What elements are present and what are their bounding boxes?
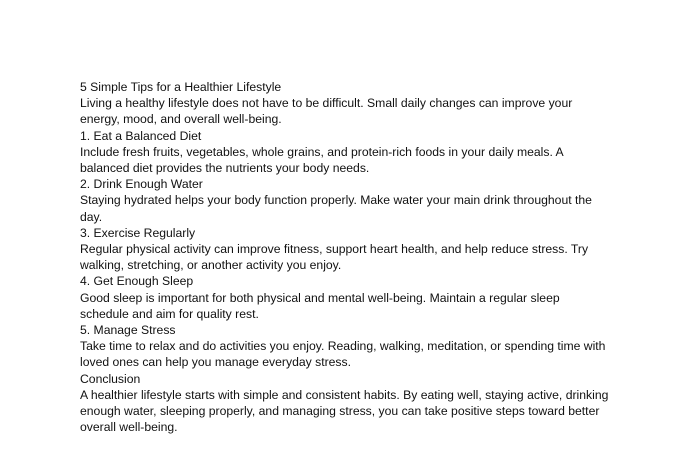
tip-heading-5: 5. Manage Stress: [80, 323, 176, 338]
conclusion-heading: Conclusion: [80, 371, 141, 386]
document-body: [80, 79, 610, 435]
tip-body-1: Include fresh fruits, vegetables, whole grains, and protein-rich foods in your daily meals. A balanced diet provides the nutrients your body needs.: [80, 144, 564, 176]
document-title: 5 Simple Tips for a Healthier Lifestyle: [80, 80, 282, 94]
intro-paragraph: Living a healthy lifestyle does not have to be difficult. Small daily changes can improve your energy, mood, and overall well-being.: [80, 96, 573, 127]
tip-heading-4: 4. Get Enough Sleep: [80, 274, 194, 289]
tip-heading-1: 1. Eat a Balanced Diet: [80, 128, 202, 143]
tip-body-4: Good sleep is important for both physical and mental well-being. Maintain a regular sleep schedule and aim for quality rest.: [80, 290, 560, 321]
tip-heading-2: 2. Drink Enough Water: [80, 177, 203, 192]
tip-body-5: Take time to relax and do activities you enjoy. Reading, walking, meditation, or spending time with loved ones can help you manage everyday stress.: [80, 339, 606, 370]
tip-body-2: Staying hydrated helps your body function properly. Make water your main drink throughout the day.: [80, 193, 592, 224]
tip-body-3: Regular physical activity can improve fitness, support heart health, and help reduce stress. Try walking, stretching, or another activity you enjoy.: [80, 242, 589, 273]
conclusion-paragraph: A healthier lifestyle starts with simple and consistent habits. By eating well, staying active, drinking enough water, sleeping properly, and managing stress, you can take positive steps toward better overall well-being.: [80, 387, 609, 435]
tip-heading-3: 3. Exercise Regularly: [80, 225, 196, 240]
